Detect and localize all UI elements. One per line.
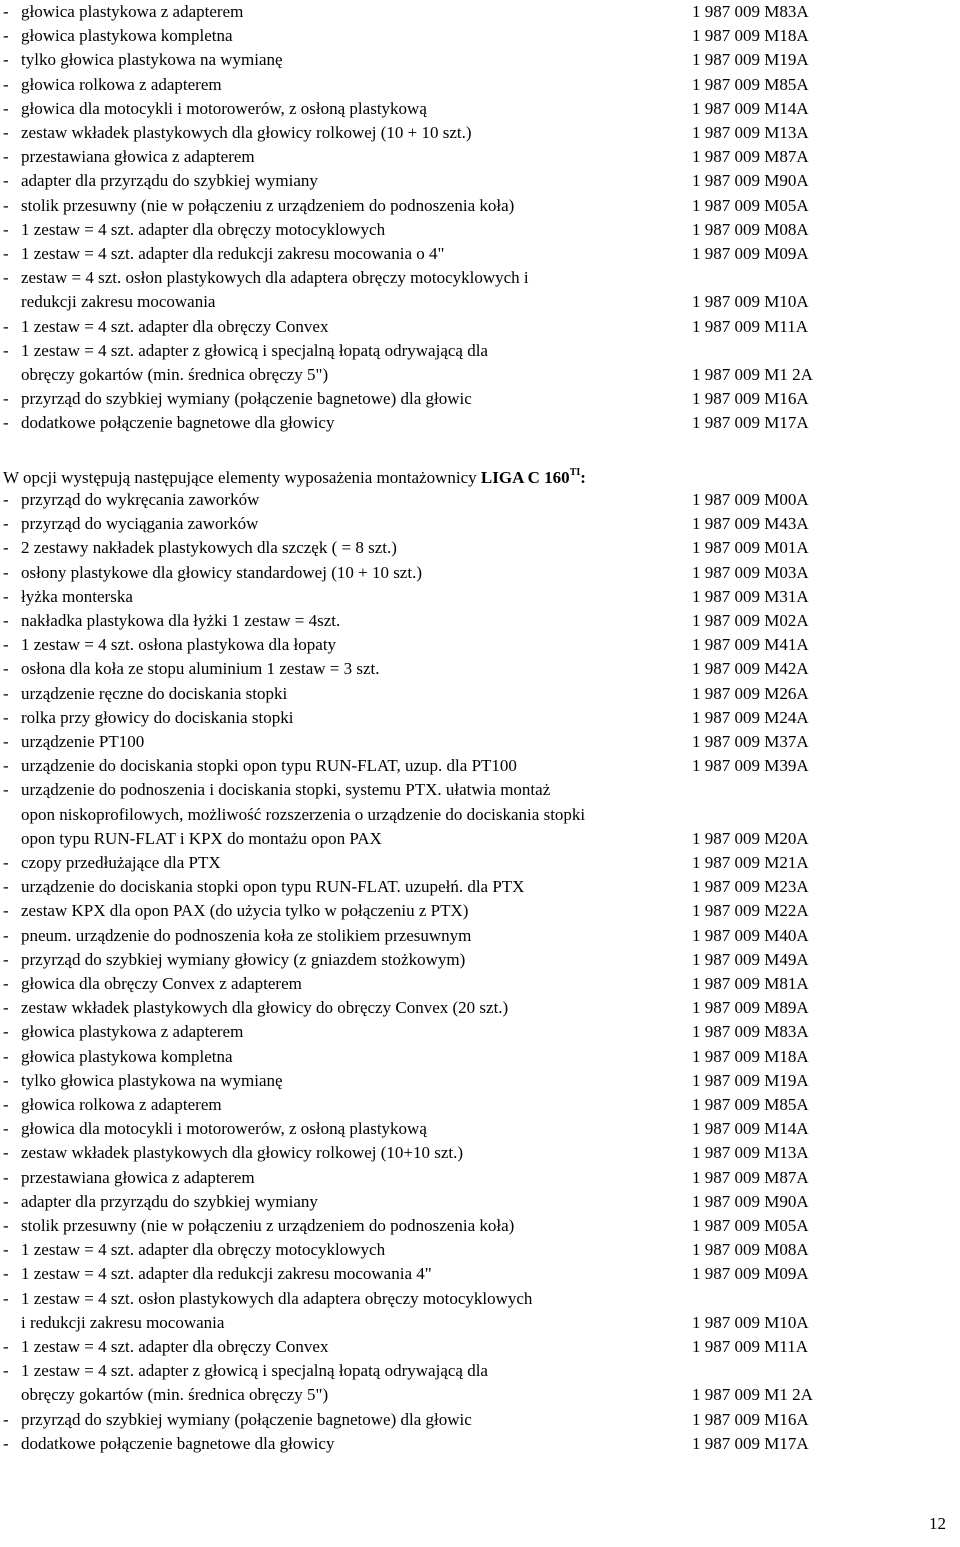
list-bullet: - — [3, 780, 9, 800]
part-number: 1 987 009 M24A — [692, 707, 809, 727]
list-bullet: - — [3, 1409, 9, 1429]
list-item — [0, 585, 960, 609]
list-bullet: - — [3, 244, 9, 263]
item-description: adapter dla przyrządu do szybkiej wymiany — [21, 1191, 318, 1211]
item-description: osłony plastykowe dla głowicy standardowej (10 + 10 szt.) — [21, 562, 422, 582]
item-description: obręczy gokartów (min. średnica obręczy 5") — [21, 1385, 329, 1405]
list-bullet: - — [3, 732, 9, 751]
item-description: 2 zestawy nakładek plastykowych dla szczęk ( = 8 szt.) — [21, 538, 397, 558]
model-name: LIGA C 160 — [480, 468, 570, 487]
part-number: 1 987 009 M83A — [692, 1022, 809, 1042]
item-description: 1 zestaw = 4 szt. osłon plastykowych dla adaptera obręczy motocyklowych — [21, 1288, 533, 1308]
part-number: 1 987 009 M39A — [692, 756, 809, 776]
list-bullet: - — [3, 219, 9, 239]
item-description: przyrząd do szybkiej wymiany (połączenie bagnetowe) dla głowic — [21, 1409, 472, 1429]
part-number: 1 987 009 M11A — [692, 1337, 809, 1356]
item-description: dodatkowe połączenie bagnetowe dla głowicy — [21, 1433, 335, 1453]
list-bullet: - — [3, 1167, 9, 1187]
list-bullet: - — [3, 1022, 9, 1042]
part-number: 1 987 009 M09A — [692, 244, 809, 263]
list-item — [0, 24, 960, 48]
part-number: 1 987 009 M08A — [692, 219, 809, 239]
item-description: stolik przesuwny (nie w połączeniu z urządzeniem do podnoszenia koła) — [21, 1216, 515, 1235]
list-item — [0, 1311, 960, 1335]
item-description: 1 zestaw = 4 szt. adapter dla obręczy motocyklowych — [21, 1240, 386, 1260]
part-number: 1 987 009 M10A — [692, 1312, 809, 1332]
part-number: 1 987 009 M08A — [692, 1240, 809, 1260]
part-number: 1 987 009 M14A — [692, 1119, 809, 1139]
list-item — [0, 996, 960, 1020]
part-number: 1 987 009 M31A — [692, 586, 809, 606]
list-bullet: - — [3, 1070, 9, 1090]
list-item — [0, 1166, 960, 1190]
item-description: przyrząd do szybkiej wymiany (połączenie bagnetowe) dla głowic — [21, 389, 472, 409]
item-description: głowica plastykowa kompletna — [21, 1046, 233, 1066]
item-description: zestaw KPX dla opon PAX (do użycia tylko w połączeniu z PTX) — [21, 901, 469, 921]
part-number: 1 987 009 M90A — [692, 171, 809, 191]
item-description: urządzenie PT100 — [21, 732, 145, 751]
item-description: zestaw wkładek plastykowych dla głowicy rolkowej (10+10 szt.) — [21, 1143, 464, 1163]
list-item — [0, 1045, 960, 1069]
list-item — [0, 827, 960, 851]
list-bullet: - — [3, 171, 9, 191]
list-item — [0, 1383, 960, 1407]
item-description: rolka przy głowicy do dociskania stopki — [21, 707, 294, 727]
list-bullet: - — [3, 586, 9, 606]
list-item — [0, 1214, 960, 1238]
list-bullet: - — [3, 998, 9, 1018]
list-item — [0, 266, 960, 290]
list-bullet: - — [3, 1095, 9, 1114]
part-number: 1 987 009 M14A — [692, 98, 809, 118]
page-number: 12 — [929, 1514, 946, 1533]
list-bullet: - — [3, 1264, 9, 1284]
list-bullet: - — [3, 635, 9, 655]
item-description: 1 zestaw = 4 szt. adapter dla obręczy Convex — [21, 1337, 329, 1356]
list-bullet: - — [3, 98, 9, 118]
list-bullet: - — [3, 901, 9, 921]
list-item — [0, 948, 960, 972]
part-number: 1 987 009 M81A — [692, 974, 809, 993]
item-description: głowica dla obręczy Convex z adapterem — [21, 974, 302, 993]
part-number: 1 987 009 M13A — [692, 1143, 809, 1163]
item-description: redukcji zakresu mocowania — [21, 292, 216, 312]
part-number: 1 987 009 M02A — [692, 611, 809, 630]
list-item — [0, 97, 960, 121]
list-item — [0, 682, 960, 706]
part-number: 1 987 009 M18A — [692, 26, 809, 46]
list-item — [0, 875, 960, 899]
list-item — [0, 1408, 960, 1432]
item-description: zestaw wkładek plastykowych dla głowicy do obręczy Convex (20 szt.) — [21, 998, 509, 1018]
intro-colon: : — [580, 468, 586, 487]
item-description: 1 zestaw = 4 szt. osłona plastykowa dla łopaty — [21, 635, 337, 655]
item-description: i redukcji zakresu mocowania — [21, 1312, 225, 1332]
item-description: zestaw wkładek plastykowych dla głowicy rolkowej (10 + 10 szt.) — [21, 123, 472, 142]
list-bullet: - — [3, 1288, 9, 1308]
list-item — [0, 73, 960, 97]
list-item — [0, 339, 960, 363]
part-number: 1 987 009 M05A — [692, 1216, 809, 1235]
list-bullet: - — [3, 340, 9, 360]
item-description: przyrząd do wyciągania zaworków — [21, 514, 259, 534]
list-bullet: - — [3, 316, 9, 336]
list-item — [0, 561, 960, 585]
list-item — [0, 315, 960, 339]
item-description: przyrząd do wykręcania zaworków — [21, 490, 260, 509]
list-item — [0, 536, 960, 560]
part-number: 1 987 009 M05A — [692, 195, 809, 215]
list-bullet: - — [3, 949, 9, 969]
list-item — [0, 1335, 960, 1359]
part-number: 1 987 009 M1 2A — [692, 1385, 813, 1405]
list-bullet: - — [3, 1119, 9, 1139]
list-item — [0, 972, 960, 996]
list-item — [0, 387, 960, 411]
item-description: urządzenie ręczne do dociskania stopki — [21, 683, 288, 703]
part-number: 1 987 009 M00A — [692, 490, 809, 509]
list-bullet: - — [3, 756, 9, 776]
list-item — [0, 1020, 960, 1044]
list-item — [0, 899, 960, 923]
item-description: urządzenie do dociskania stopki opon typu RUN-FLAT, uzup. dla PT100 — [21, 756, 517, 776]
list-item — [0, 1238, 960, 1262]
item-description: osłona dla koła ze stopu aluminium 1 zestaw = 3 szt. — [21, 659, 380, 679]
list-item — [0, 609, 960, 633]
list-item — [0, 851, 960, 875]
part-number: 1 987 009 M01A — [692, 538, 809, 558]
list-item — [0, 169, 960, 193]
item-description: pneum. urządzenie do podnoszenia koła ze stolikiem przesuwnym — [21, 925, 472, 945]
part-number: 1 987 009 M17A — [692, 413, 809, 433]
list-item — [0, 633, 960, 657]
list-item — [0, 194, 960, 218]
list-bullet: - — [3, 1433, 9, 1453]
item-description: 1 zestaw = 4 szt. adapter dla obręczy motocyklowych — [21, 219, 386, 239]
list-bullet: - — [3, 1216, 9, 1235]
item-description: urządzenie do podnoszenia i dociskania stopki, systemu PTX. ułatwia montaż — [21, 780, 551, 800]
part-number: 1 987 009 M85A — [692, 1095, 809, 1114]
list-item — [0, 1359, 960, 1383]
part-number: 1 987 009 M87A — [692, 147, 809, 167]
list-bullet: - — [3, 514, 9, 534]
part-number: 1 987 009 M90A — [692, 1191, 809, 1211]
part-number: 1 987 009 M37A — [692, 732, 809, 751]
list-item — [0, 1117, 960, 1141]
list-bullet: - — [3, 389, 9, 409]
item-description: 1 zestaw = 4 szt. adapter z głowicą i specjalną łopatą odrywającą dla — [21, 340, 488, 360]
part-number: 1 987 009 M22A — [692, 901, 809, 921]
list-bullet: - — [3, 853, 9, 872]
list-bullet: - — [3, 659, 9, 679]
list-bullet: - — [3, 1240, 9, 1260]
part-number: 1 987 009 M42A — [692, 659, 809, 679]
part-number: 1 987 009 M19A — [692, 50, 809, 70]
part-number: 1 987 009 M03A — [692, 562, 809, 582]
item-description: czopy przedłużające dla PTX — [21, 853, 221, 872]
part-number: 1 987 009 M17A — [692, 1433, 809, 1453]
list-item — [0, 754, 960, 778]
item-description: przestawiana głowica z adapterem — [21, 1167, 255, 1187]
list-bullet: - — [3, 1337, 9, 1356]
list-item — [0, 290, 960, 314]
list-item — [0, 411, 960, 435]
list-bullet: - — [3, 538, 9, 558]
list-item — [0, 1287, 960, 1311]
item-description: 1 zestaw = 4 szt. adapter dla redukcji zakresu mocowania o 4" — [21, 244, 445, 263]
list-item — [0, 242, 960, 266]
list-bullet: - — [3, 2, 9, 21]
list-item — [0, 1190, 960, 1214]
part-number: 1 987 009 M85A — [692, 74, 809, 94]
list-bullet: - — [3, 268, 9, 288]
list-bullet: - — [3, 195, 9, 215]
part-number: 1 987 009 M13A — [692, 123, 809, 142]
item-description: obręczy gokartów (min. średnica obręczy 5") — [21, 365, 329, 384]
list-bullet: - — [3, 974, 9, 993]
list-bullet: - — [3, 611, 9, 630]
list-item — [0, 48, 960, 72]
part-number: 1 987 009 M10A — [692, 292, 809, 312]
list-item — [0, 924, 960, 948]
item-description: nakładka plastykowa dla łyżki 1 zestaw = 4szt. — [21, 611, 341, 630]
list-bullet: - — [3, 123, 9, 142]
intro-text: W opcji występują następujące elementy wyposażenia montażownicy — [3, 468, 481, 487]
part-number: 1 987 009 M11A — [692, 316, 809, 336]
item-description: tylko głowica plastykowa na wymianę — [21, 50, 283, 70]
list-item — [0, 512, 960, 536]
list-item — [0, 778, 960, 802]
part-number: 1 987 009 M83A — [692, 2, 809, 21]
item-description: głowica dla motocykli i motorowerów, z osłoną plastykową — [21, 1119, 427, 1139]
list-bullet: - — [3, 1361, 9, 1381]
item-description: głowica rolkowa z adapterem — [21, 74, 222, 94]
list-item — [0, 363, 960, 387]
item-description: opon niskoprofilowych, możliwość rozszerzenia o urządzenie do dociskania stopki — [21, 804, 586, 824]
item-description: głowica plastykowa z adapterem — [21, 2, 244, 21]
part-number: 1 987 009 M16A — [692, 389, 809, 409]
list-item — [0, 1069, 960, 1093]
part-number: 1 987 009 M21A — [692, 853, 809, 872]
list-item — [0, 145, 960, 169]
part-number: 1 987 009 M16A — [692, 1409, 809, 1429]
list-bullet: - — [3, 490, 9, 509]
model-superscript: TI — [569, 467, 581, 478]
item-description: stolik przesuwny (nie w połączeniu z urządzeniem do podnoszenia koła) — [21, 195, 515, 215]
item-description: przyrząd do szybkiej wymiany głowicy (z gniazdem stożkowym) — [21, 949, 466, 969]
list-bullet: - — [3, 74, 9, 94]
item-description: głowica dla motocykli i motorowerów, z osłoną plastykową — [21, 98, 427, 118]
list-item — [0, 1432, 960, 1456]
item-description: przestawiana głowica z adapterem — [21, 147, 255, 167]
list-item — [0, 1262, 960, 1286]
list-bullet: - — [3, 50, 9, 70]
list-bullet: - — [3, 147, 9, 167]
list-bullet: - — [3, 1046, 9, 1066]
item-description: głowica rolkowa z adapterem — [21, 1095, 222, 1114]
list-item — [0, 488, 960, 512]
part-number: 1 987 009 M43A — [692, 514, 809, 534]
part-number: 1 987 009 M20A — [692, 828, 809, 848]
part-number: 1 987 009 M40A — [692, 925, 809, 945]
item-description: opon typu RUN-FLAT i KPX do montażu opon PAX — [21, 828, 382, 848]
item-description: urządzenie do dociskania stopki opon typu RUN-FLAT. uzupełń. dla PTX — [21, 877, 525, 897]
part-number: 1 987 009 M49A — [692, 949, 809, 969]
item-description: 1 zestaw = 4 szt. adapter dla obręczy Convex — [21, 316, 329, 336]
part-number: 1 987 009 M89A — [692, 998, 809, 1018]
list-item — [0, 706, 960, 730]
list-bullet: - — [3, 707, 9, 727]
list-item — [0, 803, 960, 827]
list-bullet: - — [3, 1191, 9, 1211]
item-description: adapter dla przyrządu do szybkiej wymiany — [21, 171, 318, 191]
part-number: 1 987 009 M41A — [692, 635, 809, 655]
list-item — [0, 0, 960, 24]
item-description: głowica plastykowa z adapterem — [21, 1022, 244, 1042]
item-description: łyżka monterska — [21, 586, 133, 606]
list-bullet: - — [3, 877, 9, 897]
part-number: 1 987 009 M09A — [692, 1264, 809, 1284]
part-number: 1 987 009 M19A — [692, 1070, 809, 1090]
list-item — [0, 1141, 960, 1165]
item-description: 1 zestaw = 4 szt. adapter dla redukcji zakresu mocowania 4" — [21, 1264, 432, 1284]
part-number: 1 987 009 M23A — [692, 877, 809, 897]
list-bullet: - — [3, 925, 9, 945]
item-description: zestaw = 4 szt. osłon plastykowych dla adaptera obręczy motocyklowych i — [21, 268, 529, 288]
list-bullet: - — [3, 683, 9, 703]
part-number: 1 987 009 M26A — [692, 683, 809, 703]
list-bullet: - — [3, 413, 9, 433]
list-item — [0, 121, 960, 145]
list-bullet: - — [3, 26, 9, 46]
list-item — [0, 1093, 960, 1117]
item-description: tylko głowica plastykowa na wymianę — [21, 1070, 283, 1090]
item-description: 1 zestaw = 4 szt. adapter z głowicą i specjalną łopatą odrywającą dla — [21, 1361, 488, 1381]
item-description: głowica plastykowa kompletna — [21, 26, 233, 46]
part-number: 1 987 009 M1 2A — [692, 365, 813, 384]
list-item — [0, 730, 960, 754]
list-bullet: - — [3, 562, 9, 582]
part-number: 1 987 009 M18A — [692, 1046, 809, 1066]
part-number: 1 987 009 M87A — [692, 1167, 809, 1187]
options-intro — [3, 461, 586, 490]
list-bullet: - — [3, 1143, 9, 1163]
list-item — [0, 657, 960, 681]
list-item — [0, 218, 960, 242]
item-description: dodatkowe połączenie bagnetowe dla głowicy — [21, 413, 335, 433]
